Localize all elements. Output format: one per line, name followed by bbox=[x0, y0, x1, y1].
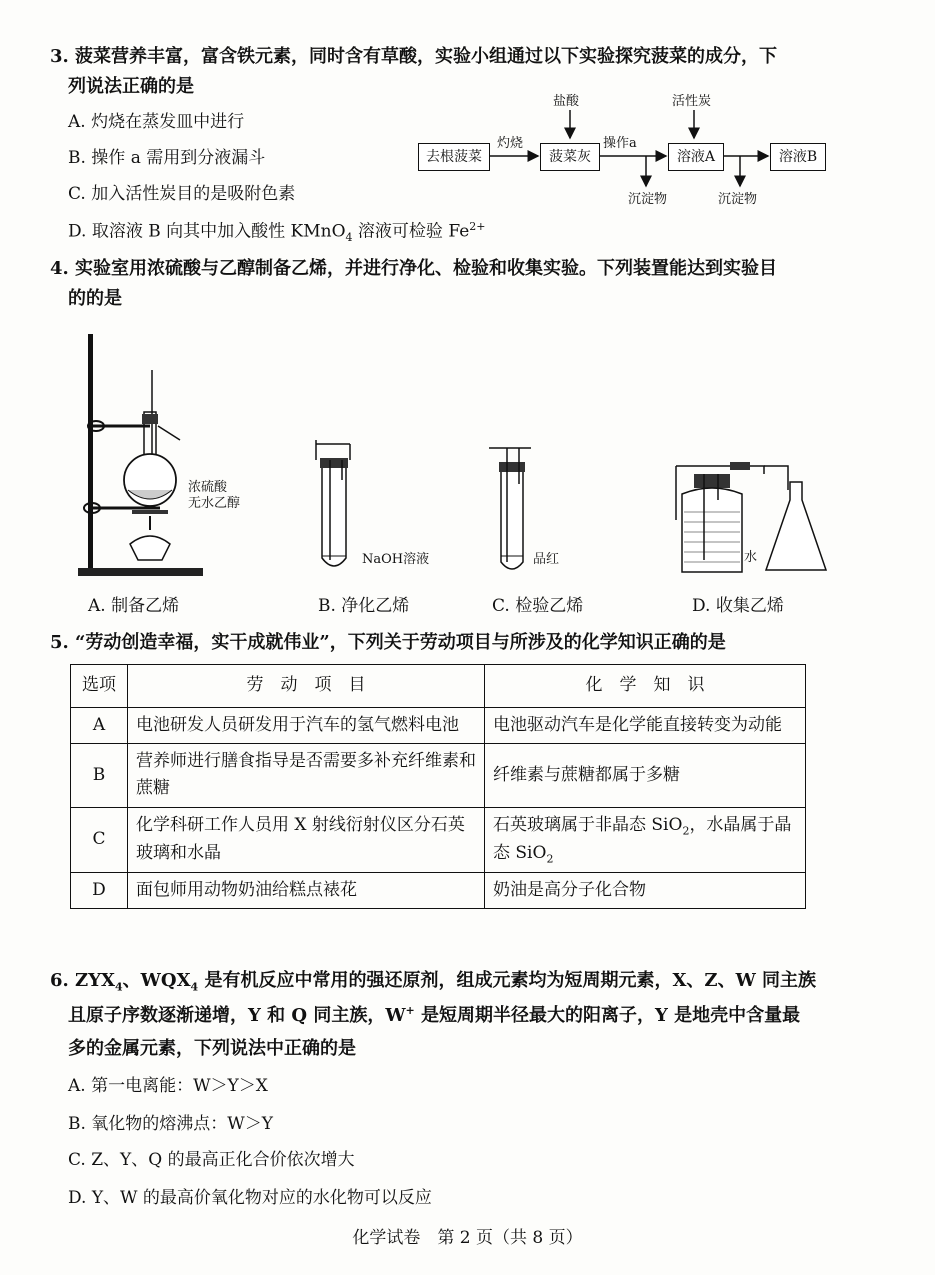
q3-option-a: A. 灼烧在蒸发皿中进行 bbox=[68, 112, 245, 132]
header-option: 选项 bbox=[71, 665, 128, 708]
q4-stem-line2: 的的是 bbox=[68, 288, 122, 309]
row-project: 面包师用动物奶油给糕点裱花 bbox=[128, 872, 485, 908]
caption-apparatus-b: B. 净化乙烯 bbox=[318, 596, 410, 616]
row-project: 营养师进行膳食指导是否需要多补充纤维素和蔗糖 bbox=[128, 744, 485, 807]
row-knowledge: 电池驱动汽车是化学能直接转变为动能 bbox=[485, 708, 806, 744]
flow-label-burn: 灼烧 bbox=[497, 136, 524, 151]
table-row bbox=[71, 807, 806, 872]
q6-option-b: B. 氧化物的熔沸点：W＞Y bbox=[68, 1114, 273, 1134]
label-naoh-solution: NaOH溶液 bbox=[362, 552, 430, 567]
label-magenta: 品红 bbox=[533, 552, 560, 567]
table-row bbox=[71, 744, 806, 807]
row-project: 化学科研工作人员用 X 射线衍射仪区分石英玻璃和水晶 bbox=[128, 807, 485, 872]
flow-label-hcl: 盐酸 bbox=[553, 94, 580, 109]
q5-table bbox=[70, 664, 806, 909]
row-option: D bbox=[71, 872, 128, 908]
q3-option-d: D. 取溶液 B 向其中加入酸性 KMnO$_4$ 溶液可检验 $Fe^{2+}$ bbox=[68, 220, 486, 245]
header-project: 劳 动 项 目 bbox=[128, 665, 485, 708]
q4-stem-line1: 4. 实验室用浓硫酸与乙醇制备乙烯，并进行净化、检验和收集实验。下列装置能达到实验目 bbox=[50, 258, 778, 279]
table-header-row bbox=[71, 665, 806, 708]
flow-box-spinach: 去根菠菜 bbox=[418, 143, 490, 171]
q6-option-a: A. 第一电离能：W＞Y＞X bbox=[68, 1076, 268, 1096]
table-row bbox=[71, 872, 806, 908]
q6-stem-line2: 且原子序数逐渐递增，Y 和 Q 同主族，W+ 是短周期半径最大的阳离子，Y 是地壳中含量最 bbox=[68, 1004, 801, 1026]
label-water: 水 bbox=[744, 550, 758, 565]
flow-label-operation-a: 操作a bbox=[603, 136, 637, 151]
q3-stem-line2: 列说法正确的是 bbox=[68, 76, 194, 97]
q3-option-b: B. 操作 a 需用到分液漏斗 bbox=[68, 148, 266, 168]
caption-apparatus-c: C. 检验乙烯 bbox=[492, 596, 584, 616]
q6-stem-line1: 6. $ZYX_4$、$WQX_4$ 是有机反应中常用的强还原剂，组成元素均为短周期元素，X、Z、W 同主族 bbox=[50, 970, 817, 994]
row-option: C bbox=[71, 807, 128, 872]
q6-option-d: D. Y、W 的最高价氧化物对应的水化物可以反应 bbox=[68, 1188, 432, 1208]
apparatus-b-drawing bbox=[310, 440, 370, 580]
row-knowledge: 纤维素与蔗糖都属于多糖 bbox=[485, 744, 806, 807]
flow-label-precipitate-1: 沉淀物 bbox=[628, 192, 668, 207]
flow-box-ash: 菠菜灰 bbox=[540, 143, 600, 171]
caption-apparatus-d: D. 收集乙烯 bbox=[692, 596, 784, 616]
q6-stem-line3: 多的金属元素，下列说法中正确的是 bbox=[68, 1038, 356, 1059]
label-anhydrous-ethanol: 无水乙醇 bbox=[188, 496, 241, 511]
page-footer: 化学试卷 第 2 页（共 8 页） bbox=[352, 1228, 583, 1248]
caption-apparatus-a: A. 制备乙烯 bbox=[88, 596, 180, 616]
q6-option-c: C. Z、Y、Q 的最高正化合价依次增大 bbox=[68, 1150, 355, 1170]
q5-stem: 5. “劳动创造幸福，实干成就伟业”，下列关于劳动项目与所涉及的化学知识正确的是 bbox=[50, 632, 726, 653]
flow-label-charcoal: 活性炭 bbox=[672, 94, 712, 109]
q3-stem-line1: 3. 菠菜营养丰富，富含铁元素，同时含有草酸，实验小组通过以下实验探究菠菜的成分，下 bbox=[50, 46, 778, 67]
row-option: B bbox=[71, 744, 128, 807]
apparatus-a-drawing bbox=[70, 330, 210, 580]
row-knowledge: 奶油是高分子化合物 bbox=[485, 872, 806, 908]
row-project: 电池研发人员研发用于汽车的氢气燃料电池 bbox=[128, 708, 485, 744]
label-conc-sulfuric: 浓硫酸 bbox=[188, 480, 228, 495]
table-row bbox=[71, 708, 806, 744]
row-option: A bbox=[71, 708, 128, 744]
q3-option-c: C. 加入活性炭目的是吸附色素 bbox=[68, 184, 296, 204]
flow-label-precipitate-2: 沉淀物 bbox=[718, 192, 758, 207]
row-knowledge: 石英玻璃属于非晶态 SiO$_2$，水晶属于晶态 SiO$_2$ bbox=[485, 807, 806, 872]
flow-box-solution-a: 溶液A bbox=[668, 143, 724, 171]
header-knowledge: 化 学 知 识 bbox=[485, 665, 806, 708]
flow-box-solution-b: 溶液B bbox=[770, 143, 826, 171]
